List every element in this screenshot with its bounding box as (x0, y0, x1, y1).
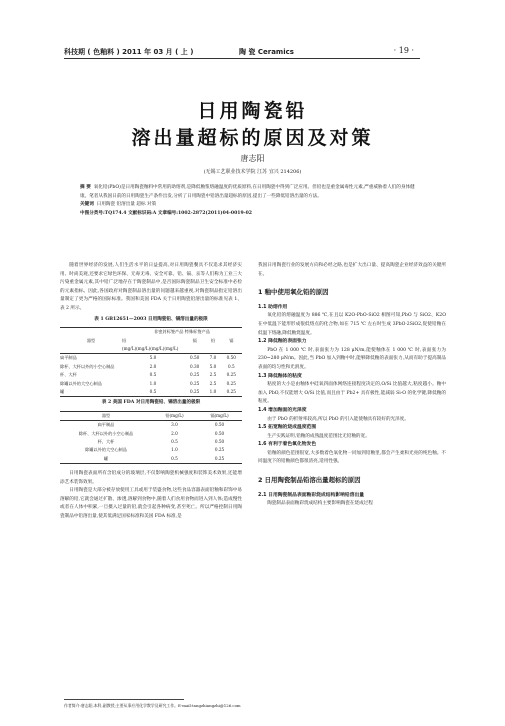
table-cell: 0.50 (226, 355, 236, 361)
table-cell: 0.5 (227, 363, 235, 369)
table-cell: 0.5 (149, 388, 157, 394)
running-header (64, 44, 420, 64)
table-row (60, 438, 242, 446)
table-2-col-header: 器型 (101, 412, 111, 418)
table-cell: 3.0 (171, 422, 178, 428)
table-cell: 除罐以外的大空心制品 (60, 380, 102, 386)
table-2-caption: 表 2 美国 FDA 对日用陶瓷铅、镉溶出量的极限 (101, 400, 201, 406)
table-cell: 0.50 (214, 430, 225, 436)
abstract-label: 摘 要 (80, 185, 91, 190)
subsection-heading: 1.5 拓宽釉的烧成温度范围 (258, 425, 317, 431)
table-cell: 1.0 (209, 388, 217, 394)
table-cell: 0.50 (190, 355, 200, 361)
table-cell: 0.25 (214, 447, 225, 453)
table-row (60, 354, 242, 363)
table-cell: 除杯、大杯以外的小空心制品 (78, 430, 134, 436)
article-title-line-2: 溶出量超标的原因及对策 (131, 127, 374, 149)
table-cell: 2.5 (209, 380, 217, 386)
table-cell: 0.50 (214, 439, 225, 445)
abstract-block (80, 184, 420, 218)
table-cell: 杯、大杯 (97, 439, 115, 445)
footnote: 作者简介:唐志阳,本科,副教授;主要从事应用化学教学及研究工作。E-mail:tangzhiangzhi@126.com (64, 703, 241, 708)
table-cell: 5.0 (209, 363, 217, 369)
table-row (60, 455, 242, 464)
table-cell: 扁平制品 (97, 422, 115, 428)
body-paragraph: 日用陶瓷是大部分被存放使用工具或用于装盛食物,这些食品容器表面铅釉和彩饰中易溶解的铅,它就会通过扩散、渗透,溶解到食物中,随着人们食用食物而进入到人体;造成慢性或者在人体中积累,一旦摄入过量的铅,就会引起各种病变,甚至死亡。所以严格控制日用陶瓷制品中铅溶出量,使其低满足国家标准和美国 FDA 标准,是 (60, 488, 242, 519)
subsection-heading: 1.1 助熔作用 (258, 304, 288, 310)
abstract (80, 184, 420, 201)
table-cell: 罐 (60, 388, 65, 394)
right-column (258, 262, 446, 509)
table-cell: 除杯、大杯以外的小空心制品 (60, 363, 115, 369)
table-1-subheader: 镉 (192, 337, 197, 343)
table-cell: 2.5 (209, 372, 217, 378)
table-cell: 7.0 (209, 355, 217, 361)
table-cell: 0.25 (190, 380, 200, 386)
article-title-line-1: 日用陶瓷铅 (197, 100, 308, 122)
keywords-text: 日用陶瓷 铅溶出量 超标 对策 (96, 202, 157, 208)
table-cell: 0.30 (190, 363, 200, 369)
table-cell: 0.5 (171, 455, 178, 461)
affiliation: (无锡工艺职业技术学院 江苏 宜兴 214206) (203, 169, 302, 175)
journal-info: 科技期 ( 色釉料 ) 2011 年 03 月 ( 上 ) (64, 48, 194, 56)
header-rule (64, 58, 420, 59)
table-cell: 2.0 (171, 430, 178, 436)
table-1-units: (mg/L)(mg/L)(mg/L)(mg/L) (122, 346, 179, 352)
body-paragraph: 日用陶瓷表面所有含铅成分的玻璃层,不仅影响陶瓷机械强度和装饰美术效果,还能增添艺术装饰效果。 (60, 471, 242, 485)
left-column (60, 262, 242, 522)
table-2-col-header: 铅(mg/L) (165, 412, 184, 418)
table-1-caption: 表 1 GB12651—2003 日用陶瓷铅、镉溶出量的极限 (94, 316, 208, 322)
table-cell: 0.25 (214, 455, 225, 461)
footnote-rule (64, 699, 184, 700)
body-paragraph: 氧化铅的熔融温度为 886 ℃,在且以 K2O-PbO-SiO2 相图可知,PbO 与 SiO2、K2O 在中低温下能形形成很低熔点的化合物,如在 715 ℃ 左右时生成 3PbO·2SiO2,促使铅釉在低温下熔融,降低釉烧温度。 (258, 313, 446, 336)
table-cell: 1.0 (149, 380, 157, 386)
keywords (80, 201, 420, 210)
table-row (60, 388, 242, 397)
table-1-subheader: 铅 (122, 337, 127, 343)
table-cell: 0.25 (226, 388, 236, 394)
table-1-subheader: 镉 (229, 337, 234, 343)
body-paragraph: 由于 PbO 的折射率较高,所以 PbO 的引入能使釉具有较好的光泽度。 (267, 416, 409, 422)
subsection-heading: 1.2 降低釉的表面张力 (258, 339, 307, 345)
table-cell: 0.5 (149, 372, 157, 378)
table-1-subheader: 铅 (210, 337, 216, 343)
subsection-heading: 1.6 有利于着色氧化物发色 (258, 442, 317, 448)
table-cell: 0.5 (171, 439, 178, 445)
table-cell: 0.25 (226, 380, 236, 386)
table-row (60, 430, 242, 438)
table-1-group-header: 非密封标签产品 特殊标签产品 (154, 329, 210, 335)
author: 唐志阳 (240, 154, 265, 163)
section-heading: 1 釉中使用氧化铅的原因 (258, 288, 329, 297)
body-paragraph: 粘度的大小是由釉体中硅氧四面体网络连接程度决定的,O/Si 比值越大,粘度越小。釉中加入 PbO,不仅能增大 O/Si 比值,而且由于 Pb2+ 具有极性,能减弱 Si-O 的化学键,降低釉的粘度。 (258, 382, 446, 405)
table-cell: 除罐以外的大空心制品 (85, 447, 127, 453)
table-1 (60, 327, 242, 397)
table-cell: 0.25 (190, 388, 200, 394)
body-paragraph: 铅釉的颜色范围很宽,大多数着色氧化物一同加到铅釉里,都会产生柔和光亮的纯色釉。不同温度下的铅釉颜色都很清亮,适用性强。 (258, 450, 446, 465)
keywords-label: 关键词 (80, 202, 94, 208)
table-cell: 罐 (103, 455, 109, 461)
table-row (60, 421, 242, 430)
body-paragraph: 生产实践证明,铅釉的成熟温度范围比无铅釉的宽。 (267, 433, 370, 439)
table-2 (60, 411, 242, 464)
table-row (60, 363, 242, 371)
table-row (60, 446, 242, 454)
table-cell: 杯、大杯 (60, 372, 77, 378)
subsection-heading: 2.1 日用陶瓷制品表面釉彩烧成结构影响铅溶出量 (258, 492, 365, 498)
body-paragraph: 我国日用陶瓷行业的发展方向和必经之路,也是扩大出口量、提高陶瓷企业经济效益的关键所在。 (258, 263, 446, 277)
subsection-heading: 1.4 增加釉面的光泽度 (258, 407, 307, 413)
body-paragraph: PbO 在 1 000 ℃ 时,表面张力为 128 μN/m,能使釉体在 1 000 ℃ 时,表面张力为 230~280 μN/m。因此,当 PbO 加入到釉中时,能够降低釉的表面张力,从而有助于提高制品表面的均匀性和光滑度。 (258, 347, 446, 370)
table-cell: 5.0 (149, 355, 157, 361)
table-1-col-header: 器型 (86, 337, 96, 343)
table-cell: 0.50 (214, 422, 225, 428)
body-paragraph: 陶瓷制品表面釉彩烧成结构主要影响陶瓷在烧成过程 (267, 501, 373, 507)
table-cell: 扁平制品 (60, 355, 77, 361)
subsection-heading: 1.3 降低釉体的粘度 (258, 373, 302, 379)
table-cell: 1.0 (171, 447, 178, 453)
table-row (60, 371, 242, 379)
table-cell: 2.0 (149, 363, 157, 369)
table-cell: 0.25 (190, 372, 200, 378)
section-heading: 2 日用陶瓷制品铅溶出量超标的原因 (258, 476, 361, 485)
table-2-col-header: 镉(mg/L) (210, 412, 229, 418)
intro-paragraph: 随着世界经济的发展,人们生活水平的日益提高,对日用陶瓷餐具不仅追求其经济实用、时尚美观,还要求它绿色环保、无毒无毒、安全可靠。铅、镉、汞等人们称为工业三大污染重金属元素,其中铅广泛地存在于陶瓷制品中,是否国际陶瓷制品卫生安全标准中必检的元素指标。因此,各国政府对陶瓷制品溶出量的问题越来越重视,对陶瓷制品指定铅溶出量制定了更为严格的国际标准。我国和美国 FDA 关于日用陶瓷铅溶出量的标准见表 1、表 2 所示。 (60, 263, 242, 311)
table-cell: 0.25 (226, 372, 236, 378)
page-number: · 19 · (393, 46, 414, 55)
table-row (60, 379, 242, 387)
classification-meta: 中图分类号:TQ174.4 文献标识码:A 文章编号:1002-2872(2011)04-0019-02 (80, 210, 252, 216)
abstract-text: 氧化铅(PbO)是日用陶瓷釉料中常用的助熔剂,是降低釉浆熔融温度的优质原料,在日用陶瓷中得到广泛应用。但铅也是重金属毒性元素,严重威胁着人们的身体健康。笔者从我国日前的日用陶瓷生产条件出发,分析了日用陶瓷中铅溶出量超标的原因,提出了一些降低铅溶出量的方法。 (80, 185, 415, 199)
journal-name: 陶 瓷 Ceramics (239, 48, 294, 56)
